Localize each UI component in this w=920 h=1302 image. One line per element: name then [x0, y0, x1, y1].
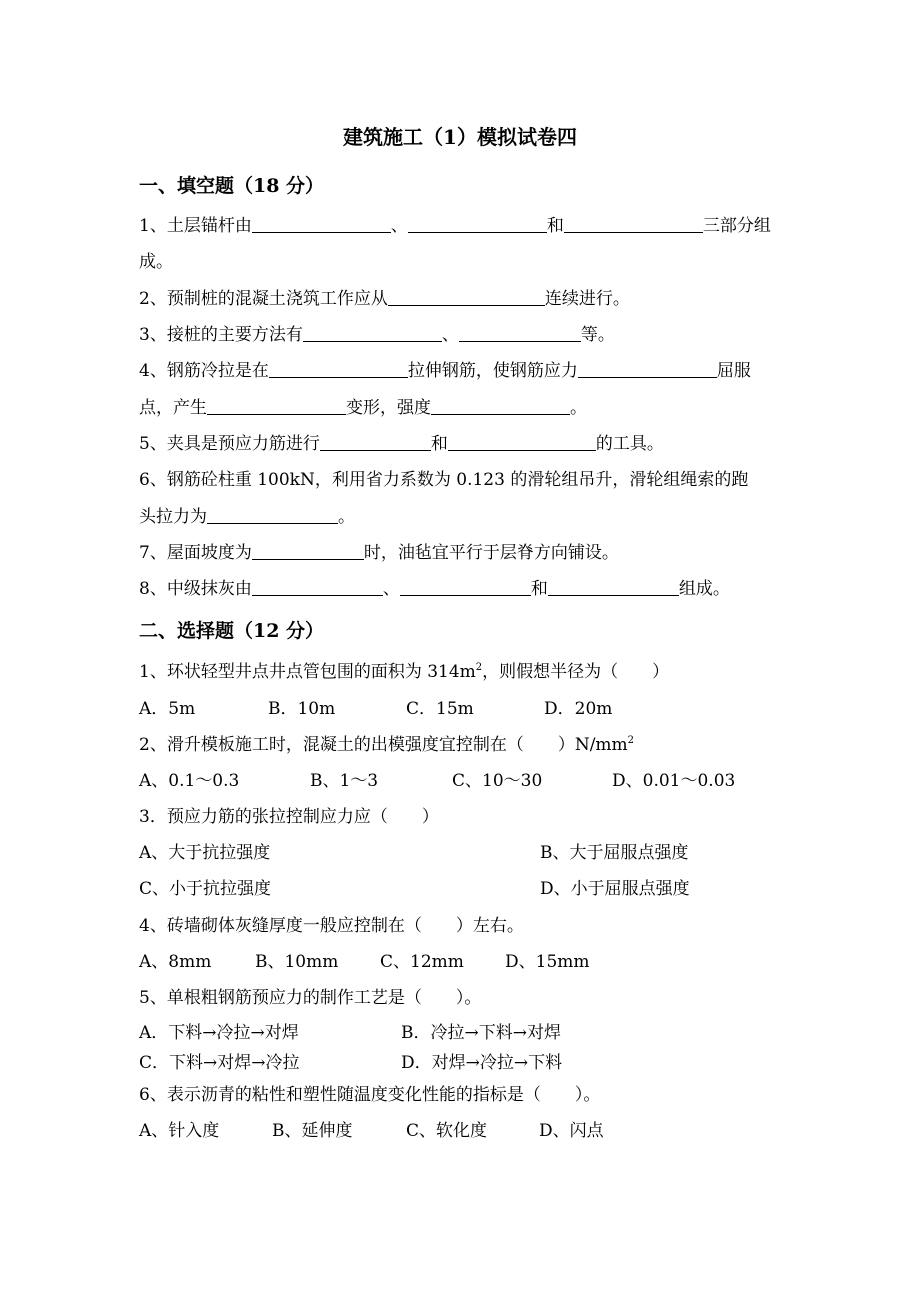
option-b[interactable]: B、延伸度 — [272, 1121, 353, 1141]
answer-blank[interactable] — [207, 507, 338, 524]
fill-question-6: 6、钢筋砼柱重 100kN，利用省力系数为 0.123 的滑轮组吊升，滑轮组绳索的跑 — [139, 470, 749, 490]
fill-question-5: 5、夹具是预应力筋进行 和 的工具。 — [139, 434, 664, 454]
answer-blank[interactable] — [448, 434, 596, 451]
choice-question-4: 4、砖墙砌体灰缝厚度一般应控制在（ ）左右。 — [139, 916, 524, 936]
option-c[interactable]: C、小于抗拉强度 — [139, 879, 272, 899]
option-c[interactable]: C．下料→对焊→冷拉 — [139, 1053, 300, 1073]
option-b[interactable]: B、10mm — [255, 952, 339, 972]
option-a[interactable]: A．5m — [139, 699, 196, 719]
option-a[interactable]: A、大于抗拉强度 — [139, 843, 271, 863]
answer-blank[interactable] — [578, 361, 717, 378]
section-heading-multiple-choice: 二、选择题（12 分） — [139, 620, 325, 642]
section-heading-fill-blank: 一、填空题（18 分） — [139, 175, 325, 197]
option-d[interactable]: D、小于屈服点强度 — [540, 879, 690, 899]
option-a[interactable]: A、8mm — [139, 952, 212, 972]
fill-question-8: 8、中级抹灰由 、 和 组成。 — [139, 579, 730, 599]
option-a[interactable]: A、0.1～0.3 — [139, 771, 240, 791]
option-d[interactable]: D．20m — [544, 699, 613, 719]
answer-blank[interactable] — [459, 325, 581, 342]
answer-blank[interactable] — [400, 579, 531, 596]
option-a[interactable]: A．下料→冷拉→对焊 — [139, 1023, 299, 1043]
answer-blank[interactable] — [564, 216, 703, 233]
option-b[interactable]: B．10m — [268, 699, 336, 719]
option-d[interactable]: D、0.01～0.03 — [612, 771, 736, 791]
option-c[interactable]: C．15m — [406, 699, 474, 719]
answer-blank[interactable] — [303, 325, 442, 342]
page-title: 建筑施工（1）模拟试卷四 — [343, 125, 577, 149]
choice-question-5: 5、单根粗钢筋预应力的制作工艺是（ ）。 — [139, 988, 482, 1008]
fill-question-4-continuation: 点，产生 变形，强度 。 — [139, 398, 587, 418]
answer-blank[interactable] — [252, 543, 364, 560]
answer-blank[interactable] — [388, 289, 545, 306]
answer-blank[interactable] — [320, 434, 431, 451]
fill-question-7: 7、屋面坡度为 时，油毡宜平行于层脊方向铺设。 — [139, 543, 619, 563]
option-d[interactable]: D、15mm — [505, 952, 590, 972]
choice-question-1: 1、环状轻型井点井点管包围的面积为 $314m^2$，则假想半径为（ ） — [139, 662, 670, 682]
answer-blank[interactable] — [252, 216, 391, 233]
option-c[interactable]: C、软化度 — [406, 1121, 488, 1141]
fill-question-1: 1、土层锚杆由 、 和 三部分组 — [139, 216, 771, 236]
choice-question-6: 6、表示沥青的粘性和塑性随温度变化性能的指标是（ ）。 — [139, 1085, 601, 1105]
answer-blank[interactable] — [207, 398, 346, 415]
option-d[interactable]: D、闪点 — [539, 1121, 604, 1141]
choice-question-3: 3．预应力筋的张拉控制应力应（ ） — [139, 807, 439, 827]
choice-question-2: 2、滑升模板施工时，混凝土的出模强度宜控制在（ ）$N/mm^2$ — [139, 735, 635, 755]
option-a[interactable]: A、针入度 — [139, 1121, 220, 1141]
fill-question-2: 2、预制桩的混凝土浇筑工作应从 连续进行。 — [139, 289, 630, 309]
option-b[interactable]: B、大于屈服点强度 — [540, 843, 689, 863]
fill-question-4: 4、钢筋冷拉是在 拉伸钢筋，使钢筋应力 屈服 — [139, 361, 751, 381]
option-b[interactable]: B．冷拉→下料→对焊 — [401, 1023, 561, 1043]
answer-blank[interactable] — [548, 579, 679, 596]
answer-blank[interactable] — [408, 216, 547, 233]
option-b[interactable]: B、1～3 — [310, 771, 379, 791]
fill-question-6-continuation: 头拉力为 。 — [139, 507, 355, 527]
answer-blank[interactable] — [269, 361, 408, 378]
option-c[interactable]: C、10～30 — [452, 771, 543, 791]
fill-question-1-continuation: 成。 — [139, 252, 173, 272]
answer-blank[interactable] — [431, 398, 570, 415]
fill-question-3: 3、接桩的主要方法有 、 等。 — [139, 325, 615, 345]
answer-blank[interactable] — [252, 579, 383, 596]
option-c[interactable]: C、12mm — [380, 952, 464, 972]
option-d[interactable]: D．对焊→冷拉→下料 — [401, 1053, 563, 1073]
